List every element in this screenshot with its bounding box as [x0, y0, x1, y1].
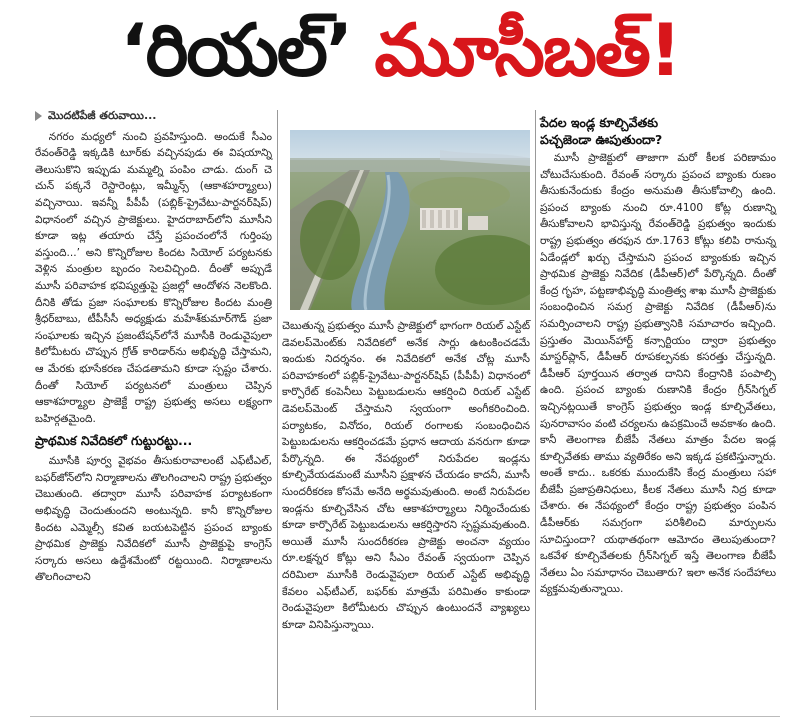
bottom-rule	[30, 716, 780, 717]
continuation-kicker	[35, 108, 272, 125]
arrow-right-icon	[35, 111, 42, 121]
photo-graphic	[290, 130, 530, 310]
article-column-3	[540, 114, 776, 598]
section-subhead	[540, 114, 776, 148]
headline-part1: ‘రియల్’	[120, 8, 352, 92]
subhead-line-1: పేదల ఇండ్ల కూల్చివేతకు	[540, 115, 659, 130]
headline	[0, 0, 800, 100]
column-divider	[535, 110, 536, 710]
subhead-line-2: పచ్చజెండా ఊపుతుందా?	[540, 132, 663, 147]
section-subhead: ప్రాథమిక నివేదికలో గుట్టురట్టు...	[35, 433, 193, 449]
kicker-text: మొదటిపేజీ తరువాయి...	[48, 109, 157, 122]
body-paragraph: మూసీకి పూర్వ వైభవం తీసుకురావాలంటే ఎఫ్‌టీఎల్‌, బఫర్‌జోన్‌లోని నిర్మాణాలను తొలగించాలని రాష్ట్ర ప్రభుత్వం చెబుతుంది. తద్వారా మూసీ పరివాహక పర్యాటకంగా అభివృద్ధి చెందుతుందని అంటున్నది. కానీ కొన్నిరోజుల కిందట ఎమ్మెల్సీ కవిత బయటపెట్టిన ప్రపంచ బ్యాంకు ప్రాథమిక ప్రాజెక్టు నివేదికలో మూసీ ప్రాజెక్టుపై కాంగ్రెస్‌ సర్కారు అసలు ఉద్దేశమేంటో రట్టయింది. నిర్మాణాలను తొలగించాలని	[35, 455, 272, 584]
article-column-1	[35, 108, 272, 586]
river-aerial-photo	[290, 130, 530, 310]
body-paragraph: నగరం మధ్యలో నుంచి ప్రవహిస్తుంది. అందుకే సీఎం రేవంత్‌రెడ్డి ఇక్కడికి టూర్‌కు వచ్చినపుడు ఈ విషయాన్ని తెలుసుకొని ఇప్పుడు మమ్మల్ని పంపిం చాడు. దుంగ్ చె చున్ పక్కనే రెస్టారెంట్లు, ఇమ్మీన్స్ (ఆకాశహర్మ్యాలు) వచ్చినాయి. ఇవన్నీ పీపీపీ (పబ్లిక్‌-ప్రైవేటు-పార్టనర్‌షిప్‌) విధానంలో వచ్చిన ప్రాజెక్టులు. హైదరాబాద్‌లోని మూసీని కూడా ఇట్ల తయారు చేస్తే ప్రపంచంలోనే గుర్తింపు వస్తుంది...’ అని కొన్నిరోజుల కిందట సియోల్‌ పర్యటనకు వెళ్లిన మంత్రుల బృందం సెలవిచ్చింది. దీంతో అప్పుడే మూసీ పరివాహక భవిష్యత్తుపై ప్రజల్లో ఆందోళన నెలకొంది. దీనికి తోడు ప్రజా సంఘాలకు కొన్నిరోజుల కిందట మంత్రి శ్రీధర్‌బాబు, టీపీసీసీ అధ్యక్షుడు మహేశ్‌కుమార్‌గౌడ్‌ ప్రజా సంఘాలకు ఇచ్చిన ప్రజంటేషన్‌లోనే మూసీకి రెండువైపులా కిలోమీటరు చొప్పున గ్రోత్‌ కారిడార్‌ను అభివృద్ధి చేస్తామని, ఆ మేరకు భూసేకరణ చేపడతామని కూడా స్పష్టం చేశారు. దీంతో సియోల్‌ పర్యటనలో మంత్రులు చెప్పిన ఆకాశహర్మ్యాల ప్రాజెక్టే రాష్ట్ర ప్రభుత్వ అసలు లక్ష్యంగా బహిర్గతమైంది.	[35, 130, 272, 425]
column-divider	[277, 110, 278, 710]
article-column-2	[282, 318, 530, 633]
body-paragraph: మూసీ ప్రాజెక్టులో తాజాగా మరో కీలక పరిణామం చోటుచేసుకుంది. రేవంత్‌ సర్కారు ప్రపంచ బ్యాంకు రుణం తీసుకునేందుకు కేంద్రం అనుమతి తీసుకోవాల్సి ఉంది. ప్రపంచ బ్యాంకు నుంచి రూ.4100 కోట్ల రుణాన్ని తీసుకోవాలని భావిస్తున్న రేవంత్‌రెడ్డి ప్రభుత్వం ఇందుకు రాష్ట్ర ప్రభుత్వం తరఫున రూ.1763 కోట్లు కలిపి రానున్న ఏడేండ్లలో ఖర్చు చేస్తామని ప్రపంచ బ్యాంకుకు ఇచ్చిన ప్రాథమిక ప్రాజెక్టు నివేదిక (డీపీఆర్‌)లో పేర్కొన్నది. దీంతో కేంద్ర గృహ, పట్టణాభివృద్ధి మంత్రిత్వ శాఖ మూసీ ప్రాజెక్టుకు సంబంధించిన సమగ్ర ప్రాజెక్టు నివేదిక (డీపీఆర్‌)ను సమర్పించాలని రాష్ట్ర ప్రభుత్వానికి సమాచారం ఇచ్చింది. ప్రస్తుతం మెయిన్‌హార్ట్‌ కన్సార్టియం ద్వారా ప్రభుత్వం మాస్టర్‌ప్లాన్‌, డీపీఆర్‌ రూపకల్పనకు కసరత్తు చేస్తున్నది. డీపీఆర్‌ పూర్తయిన తర్వాత దానిని కేంద్రానికి పంపాల్సి ఉంది. ప్రపంచ బ్యాంకు రుణానికి కేంద్రం గ్రీన్‌సిగ్నల్‌ ఇచ్చినట్లయితే కాంగ్రెస్‌ ప్రభుత్వం ఇండ్ల కూల్చివేతలు, పునరావాసం వంటి చర్యలను ఉపక్రమించే అవకాశం ఉంది. కానీ తెలంగాణ బీజేపీ నేతలు మాత్రం పేదల ఇండ్ల కూల్చివేతకు తాము వ్యతిరేకం అని ఇక్కడ ప్రకటిస్తున్నారు. అంతే కాదు.. ఒకరకు ముందుకేసి కేంద్ర మంత్రులు సహా బీజేపీ ప్రజాప్రతినిధులు, కీలక నేతలు మూసీ నిద్ర కూడా చేశారు. ఈ నేపథ్యంలో కేంద్రం రాష్ట్ర ప్రభుత్వం పంపిన డీపీఆర్‌కు సమగ్రంగా పరిశీలించి మార్పులను సూచిస్తుందా? యథాతథంగా ఆమోదం తెలుపుతుందా? ఒకవేళ కూల్చివేతలకు గ్రీన్‌సిగ్నల్‌ ఇస్తే తెలంగాణ బీజేపీ నేతలు ఏం సమాధానం చెబుతారు? ఇలా అనేక సందేహాలు వ్యక్తమవుతున్నాయి.	[540, 152, 776, 596]
body-paragraph: చెబుతున్న ప్రభుత్వం మూసీ ప్రాజెక్టులో భాగంగా రియల్‌ ఎస్టేట్‌ డెవలప్‌మెంట్‌కు నివేదికలో అనేక సార్లు ఉటంకించడమే ఇందుకు నిదర్శనం. ఈ నివేదికలో అనేక చోట్ల మూసీ పరివాహకంలో పబ్లిక్‌-ప్రైవేటు-పార్టనర్‌షిప్‌ (పీపీపీ) విధానంలో కార్పొరేట్‌ కంపెనీలు పెట్టుబడులను ఆకర్షించి రియల్‌ ఎస్టేట్‌ డెవలప్‌మెంట్‌ చేస్తామని స్వయంగా అంగీకరించింది. పర్యాటకం, వినోదం, రియల్‌ రంగాలకు సంబంధించిన పెట్టుబడులను ఆకర్షించడమే ప్రధాన ఆదాయ వనరుగా కూడా పేర్కొన్నది. ఈ నేపథ్యంలో నిరుపేదల ఇండ్లను కూల్చివేయడమంటే మూసీని ప్రక్షాళన చేయడం కాదనీ, మూసీ సుందరీకరణ కోసమే అనేది అర్థమవుతుంది. అంటే నిరుపేదల ఇండ్లను కూల్చివేసిన చోట ఆకాశహర్మ్యాలు నిర్మించేందుకు కూడా కార్పొరేట్‌ పెట్టుబడులను ఆకర్షిస్తారని స్పష్టమవుతుంది. అయితే మూసీ సుందరీకరణ ప్రాజెక్టు అంచనా వ్యయం రూ.లక్షన్నర కోట్లు అని సీఎం రేవంత్‌ స్వయంగా చెప్పిన దరిమిలా మూసీకి రెండువైపులా రియల్‌ ఎస్టేట్‌ అభివృద్ధి కేవలం ఎఫ్‌టీఎల్‌, బఫర్‌కు మాత్రమే పరిమితం కాకుండా రెండువైపులా కిలోమీటరు చొప్పున ఉంటుందనే వ్యాఖ్యలు కూడా వినిపిస్తున్నాయి.	[282, 320, 530, 631]
headline-part2: మూసీబత్!	[374, 8, 680, 92]
